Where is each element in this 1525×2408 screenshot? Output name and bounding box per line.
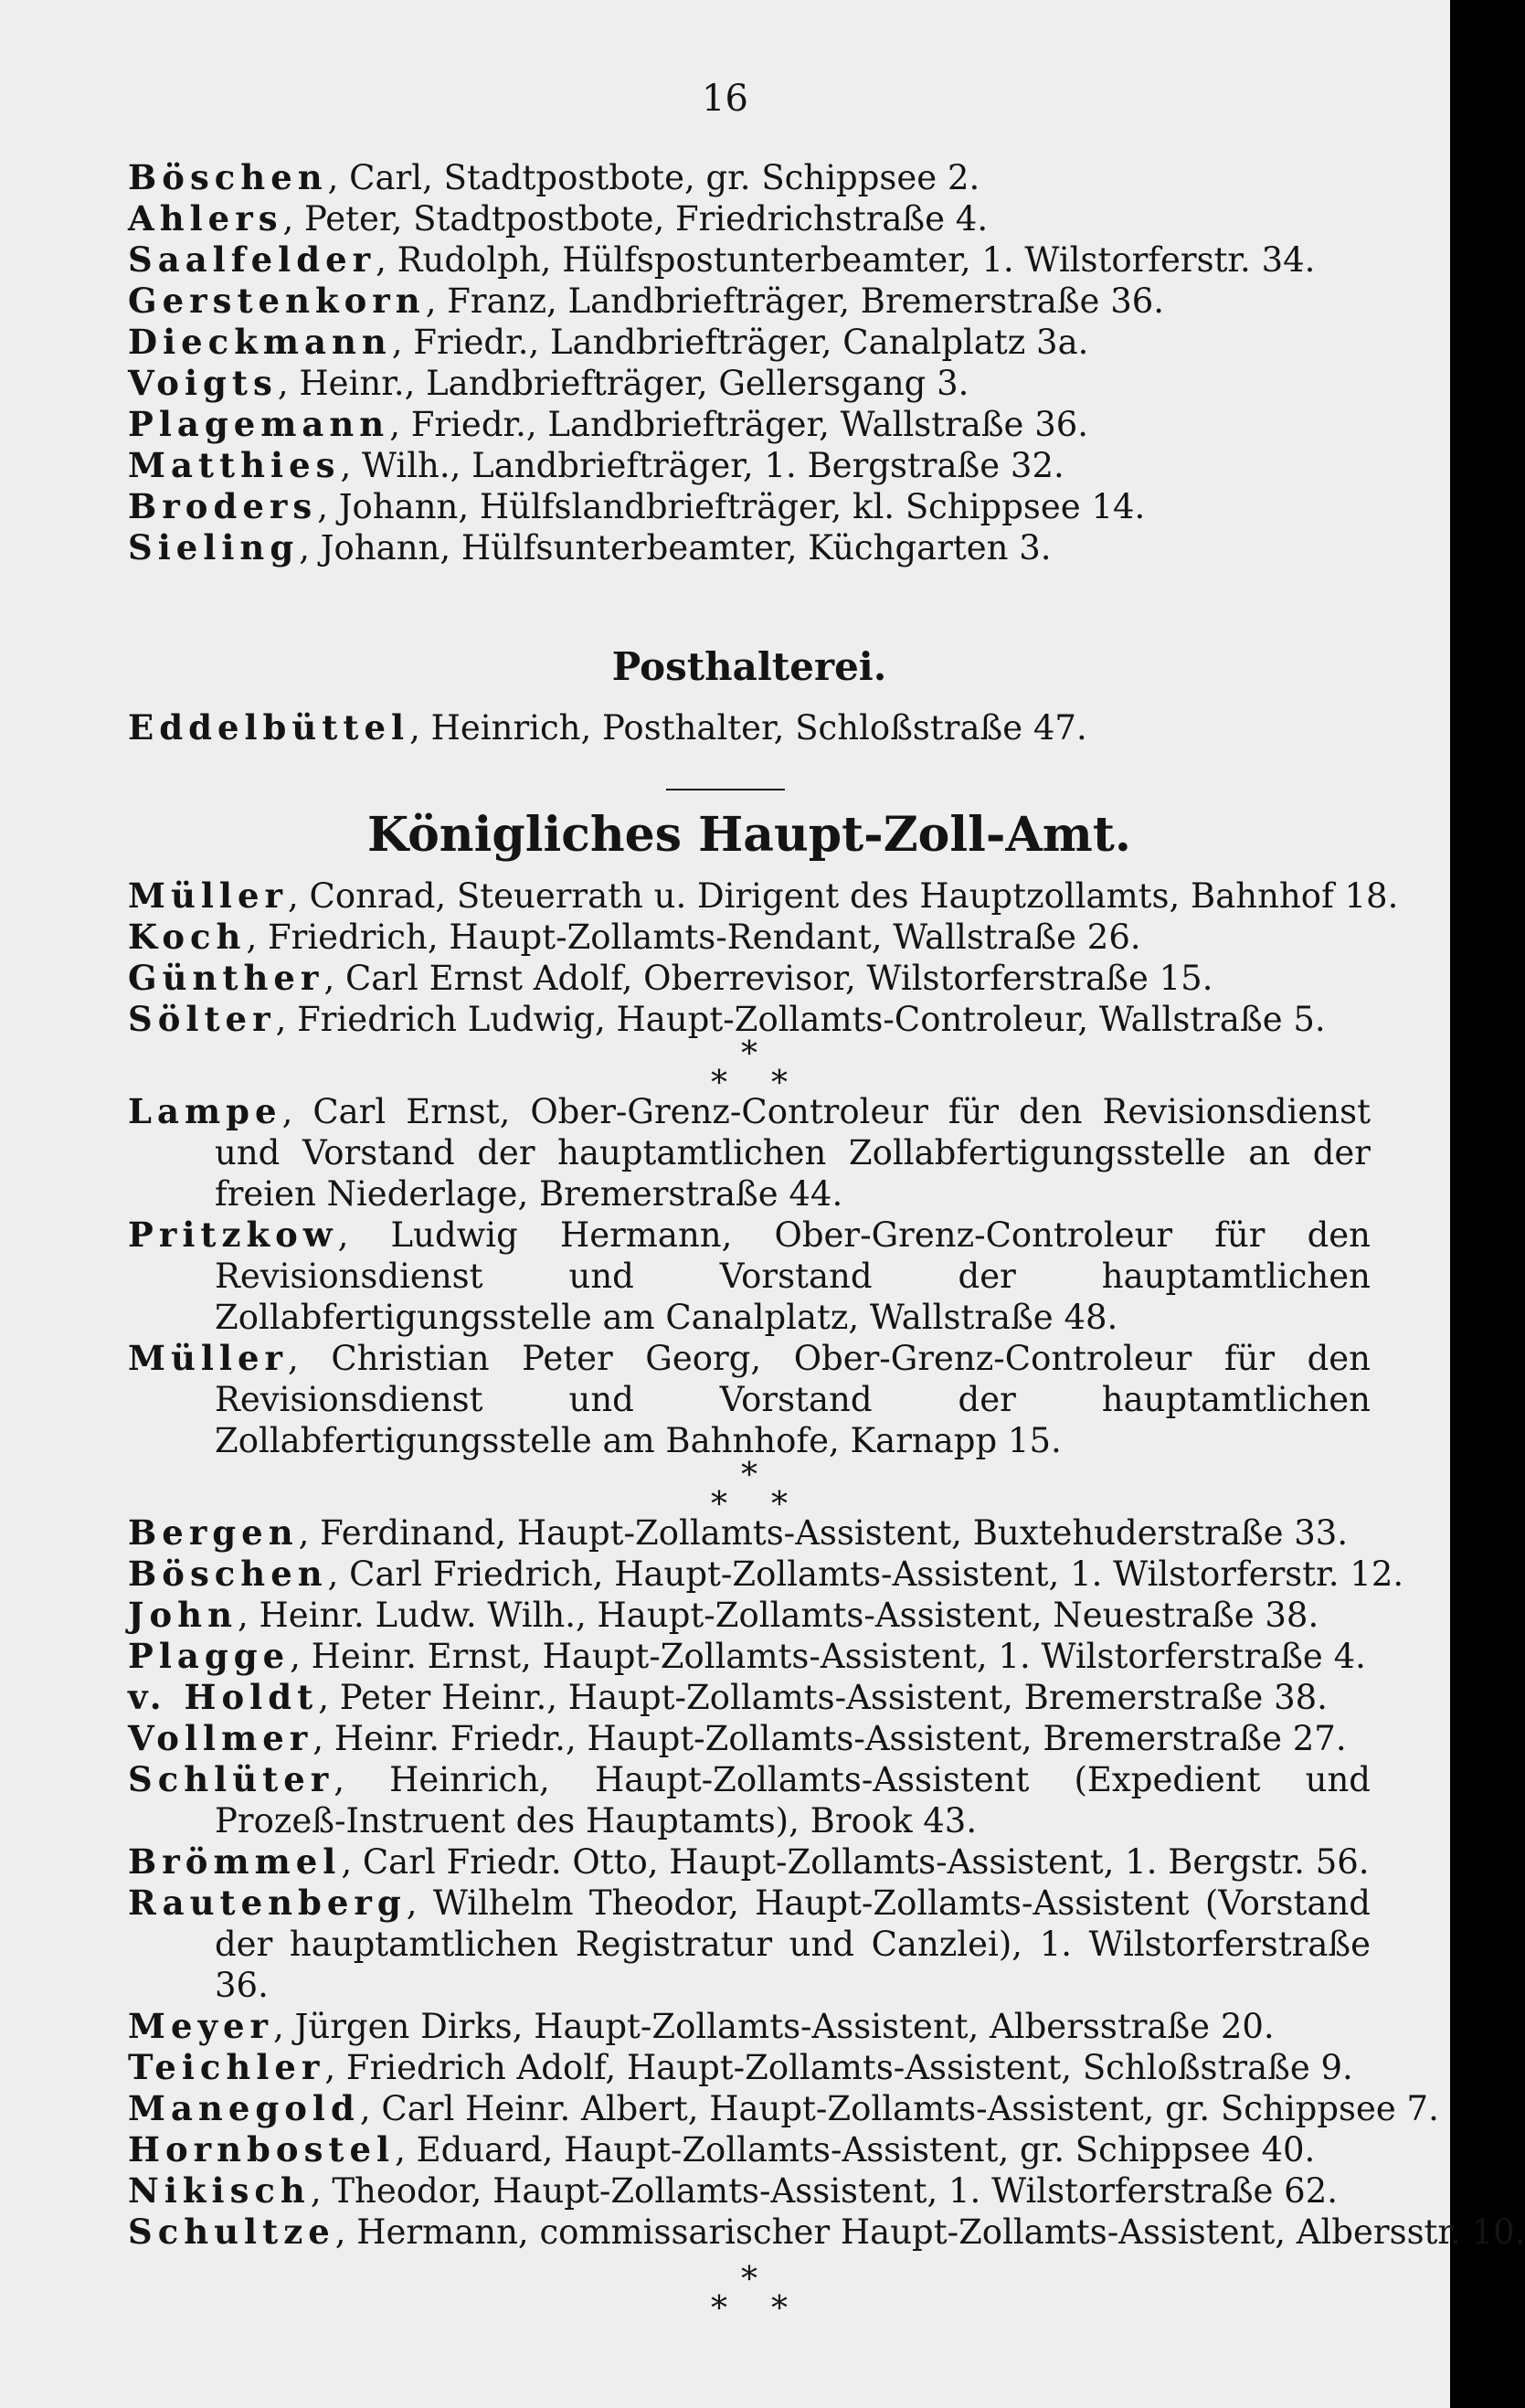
list-item xyxy=(128,198,1371,239)
list-item xyxy=(128,2088,1439,2129)
assistent-list xyxy=(128,1512,1525,2253)
entry-details: , Theodor, Haupt-Zollamts-Assistent, 1. Wilstorferstraße 62. xyxy=(310,2171,1339,2211)
list-item xyxy=(128,1512,1371,1554)
entry-name: Müller xyxy=(128,1338,289,1378)
list-item xyxy=(128,2170,1371,2212)
entry-name: Schultze xyxy=(128,2212,335,2252)
list-item xyxy=(128,1841,1371,1883)
list-item xyxy=(128,2129,1371,2170)
entry-name: Voigts xyxy=(128,363,278,403)
entry-name: Saalfelder xyxy=(128,239,376,280)
asterism-separator: * ** xyxy=(711,2261,831,2328)
entry-details: , Carl Heinr. Albert, Haupt-Zollamts-Assistent, gr. Schippsee 7. xyxy=(359,2089,1439,2128)
zollamt-officials-list xyxy=(128,875,1399,1040)
list-item xyxy=(128,707,1371,748)
entry-details: , Conrad, Steuerrath u. Dirigent des Hauptzollamts, Bahnhof 18. xyxy=(288,876,1399,916)
entry-name: Böschen xyxy=(128,1554,328,1594)
entry-details: , Wilhelm Theodor, Haupt-Zollamts-Assistent (Vorstand der hauptamtlichen Registratur und Canzlei), 1. Wilstorferstraße 36. xyxy=(215,1883,1371,2005)
entry-details: , Heinr. Ernst, Haupt-Zollamts-Assistent, 1. Wilstorferstraße 4. xyxy=(290,1637,1366,1676)
entry-details: , Johann, Hülfsunterbeamter, Küchgarten 3. xyxy=(299,528,1052,568)
entry-name: Pritzkow xyxy=(128,1215,338,1255)
entry-details: , Carl Ernst, Ober-Grenz-Controleur für den Revisionsdienst und Vorstand der hauptamtlichen Zollabfertigungsstelle an der freien Niederlage, Bremerstraße 44. xyxy=(215,1092,1371,1214)
entry-details: , Hermann, commissarischer Haupt-Zollamts-Assistent, Albersstr. 10. xyxy=(334,2212,1525,2252)
entry-name: Eddelbüttel xyxy=(128,707,410,748)
list-item xyxy=(128,281,1371,322)
entry-details: , Carl Friedr. Otto, Haupt-Zollamts-Assistent, 1. Bergstr. 56. xyxy=(341,1842,1370,1882)
entry-name: Nikisch xyxy=(128,2170,311,2211)
entry-details: , Heinr. Ludw. Wilh., Haupt-Zollamts-Assistent, Neuestraße 38. xyxy=(238,1596,1319,1635)
entry-details: , Carl Friedrich, Haupt-Zollamts-Assistent, 1. Wilstorferstr. 12. xyxy=(327,1554,1404,1594)
asterism-separator: * ** xyxy=(711,1035,831,1102)
entry-details: , Eduard, Haupt-Zollamts-Assistent, gr. Schippsee 40. xyxy=(395,2130,1316,2169)
entry-name: Brömmel xyxy=(128,1841,342,1882)
entry-name: Koch xyxy=(128,917,247,957)
list-item xyxy=(128,1759,1371,1841)
list-item xyxy=(128,1718,1371,1759)
entry-name: Meyer xyxy=(128,2006,274,2046)
entry-name: Ahlers xyxy=(128,198,283,239)
list-item xyxy=(128,2006,1371,2047)
entry-details: , Friedr., Landbriefträger, Canalplatz 3a. xyxy=(391,323,1089,362)
entry-details: , Peter, Stadtpostbote, Friedrichstraße 4. xyxy=(282,199,989,239)
zollamt-section xyxy=(128,802,1525,2328)
list-item xyxy=(128,1595,1371,1636)
page-number: 16 xyxy=(702,78,748,120)
entry-name: Matthies xyxy=(128,445,341,485)
section-divider xyxy=(0,781,1450,798)
entry-details: , Jürgen Dirks, Haupt-Zollamts-Assistent, Albersstraße 20. xyxy=(273,2007,1275,2046)
posthalterei-section xyxy=(128,640,1371,748)
entry-details: , Franz, Landbriefträger, Bremerstraße 36. xyxy=(425,281,1165,321)
entry-details: , Friedrich Ludwig, Haupt-Zollamts-Controleur, Wallstraße 5. xyxy=(275,1000,1326,1039)
entry-details: , Christian Peter Georg, Ober-Grenz-Controleur für den Revisionsdienst und Vorstand der hauptamtlichen Zollabfertigungsstelle am Bahnhofe, Karnapp 15. xyxy=(215,1339,1371,1460)
grenz-controleur-list xyxy=(128,1091,1371,1461)
entry-name: Dieckmann xyxy=(128,322,392,362)
divider-rule xyxy=(666,789,785,790)
entry-details: , Friedrich Adolf, Haupt-Zollamts-Assistent, Schloßstraße 9. xyxy=(324,2048,1353,2087)
list-item xyxy=(128,958,1371,999)
entry-name: Manegold xyxy=(128,2088,360,2128)
list-item xyxy=(128,999,1371,1040)
entry-name: Müller xyxy=(128,875,289,916)
entry-details: , Heinr. Friedr., Haupt-Zollamts-Assistent, Bremerstraße 27. xyxy=(312,1719,1347,1758)
entry-name: Hornbostel xyxy=(128,2129,396,2169)
entry-name: v. Holdt xyxy=(128,1677,319,1717)
list-item xyxy=(128,1883,1371,2006)
entry-name: Böschen xyxy=(128,157,328,197)
list-item xyxy=(128,2047,1371,2088)
list-item xyxy=(128,917,1371,958)
list-item xyxy=(128,1636,1371,1677)
entry-name: Günther xyxy=(128,958,324,998)
list-item xyxy=(128,1091,1371,1215)
entry-details: , Ferdinand, Haupt-Zollamts-Assistent, Buxtehuderstraße 33. xyxy=(298,1513,1349,1553)
list-item xyxy=(128,404,1371,445)
entry-name: Vollmer xyxy=(128,1718,313,1758)
list-item xyxy=(128,445,1371,486)
entry-details: , Peter Heinr., Haupt-Zollamts-Assistent, Bremerstraße 38. xyxy=(318,1678,1328,1717)
entry-details: , Friedrich, Haupt-Zollamts-Rendant, Wallstraße 26. xyxy=(246,918,1141,957)
list-item xyxy=(128,2212,1525,2253)
entry-details: , Carl, Stadtpostbote, gr. Schippsee 2. xyxy=(327,158,980,197)
list-item xyxy=(128,239,1371,281)
list-item xyxy=(128,363,1371,404)
entry-name: Rautenberg xyxy=(128,1883,407,1923)
entry-name: John xyxy=(128,1595,238,1635)
entry-details: , Heinrich, Posthalter, Schloßstraße 47. xyxy=(409,708,1087,748)
entry-details: , Wilh., Landbriefträger, 1. Bergstraße 32. xyxy=(340,446,1064,485)
entry-details: , Heinr., Landbriefträger, Gellersgang 3. xyxy=(277,364,969,403)
entry-details: , Heinrich, Haupt-Zollamts-Assistent (Expedient und Prozeß-Instruent des Hauptamts), Brook 43. xyxy=(215,1760,1371,1840)
entry-details: , Carl Ernst Adolf, Oberrevisor, Wilstorferstraße 15. xyxy=(323,959,1213,998)
entry-name: Broders xyxy=(128,486,318,526)
section-heading-posthalterei: Posthalterei. xyxy=(611,644,887,689)
entry-name: Sieling xyxy=(128,527,300,568)
list-item xyxy=(128,875,1399,917)
entry-details: , Friedr., Landbriefträger, Wallstraße 36. xyxy=(389,405,1089,444)
list-item xyxy=(128,1215,1371,1338)
list-item xyxy=(128,157,1371,198)
entry-details: , Johann, Hülfslandbriefträger, kl. Schippsee 14. xyxy=(317,487,1146,526)
asterism-separator: * ** xyxy=(711,1457,831,1523)
entry-name: Bergen xyxy=(128,1512,299,1553)
entry-name: Plagemann xyxy=(128,404,390,444)
entry-name: Gerstenkorn xyxy=(128,281,426,321)
list-item xyxy=(128,1554,1404,1595)
list-item xyxy=(128,322,1371,363)
entry-name: Lampe xyxy=(128,1091,282,1131)
list-item xyxy=(128,527,1371,568)
entry-name: Schlüter xyxy=(128,1759,334,1799)
entry-details: , Ludwig Hermann, Ober-Grenz-Controleur für den Revisionsdienst und Vorstand der hauptamtlichen Zollabfertigungsstelle am Canalplatz, Wallstraße 48. xyxy=(215,1215,1371,1337)
list-item xyxy=(128,486,1371,527)
entry-name: Sölter xyxy=(128,999,276,1039)
list-item xyxy=(128,1677,1371,1718)
post-staff-list xyxy=(128,157,1371,568)
entry-name: Teichler xyxy=(128,2047,325,2087)
entry-details: , Rudolph, Hülfspostunterbeamter, 1. Wilstorferstr. 34. xyxy=(376,240,1316,280)
section-heading-zollamt: Königliches Haupt-Zoll-Amt. xyxy=(367,807,1131,863)
list-item xyxy=(128,1338,1371,1461)
entry-name: Plagge xyxy=(128,1636,291,1676)
